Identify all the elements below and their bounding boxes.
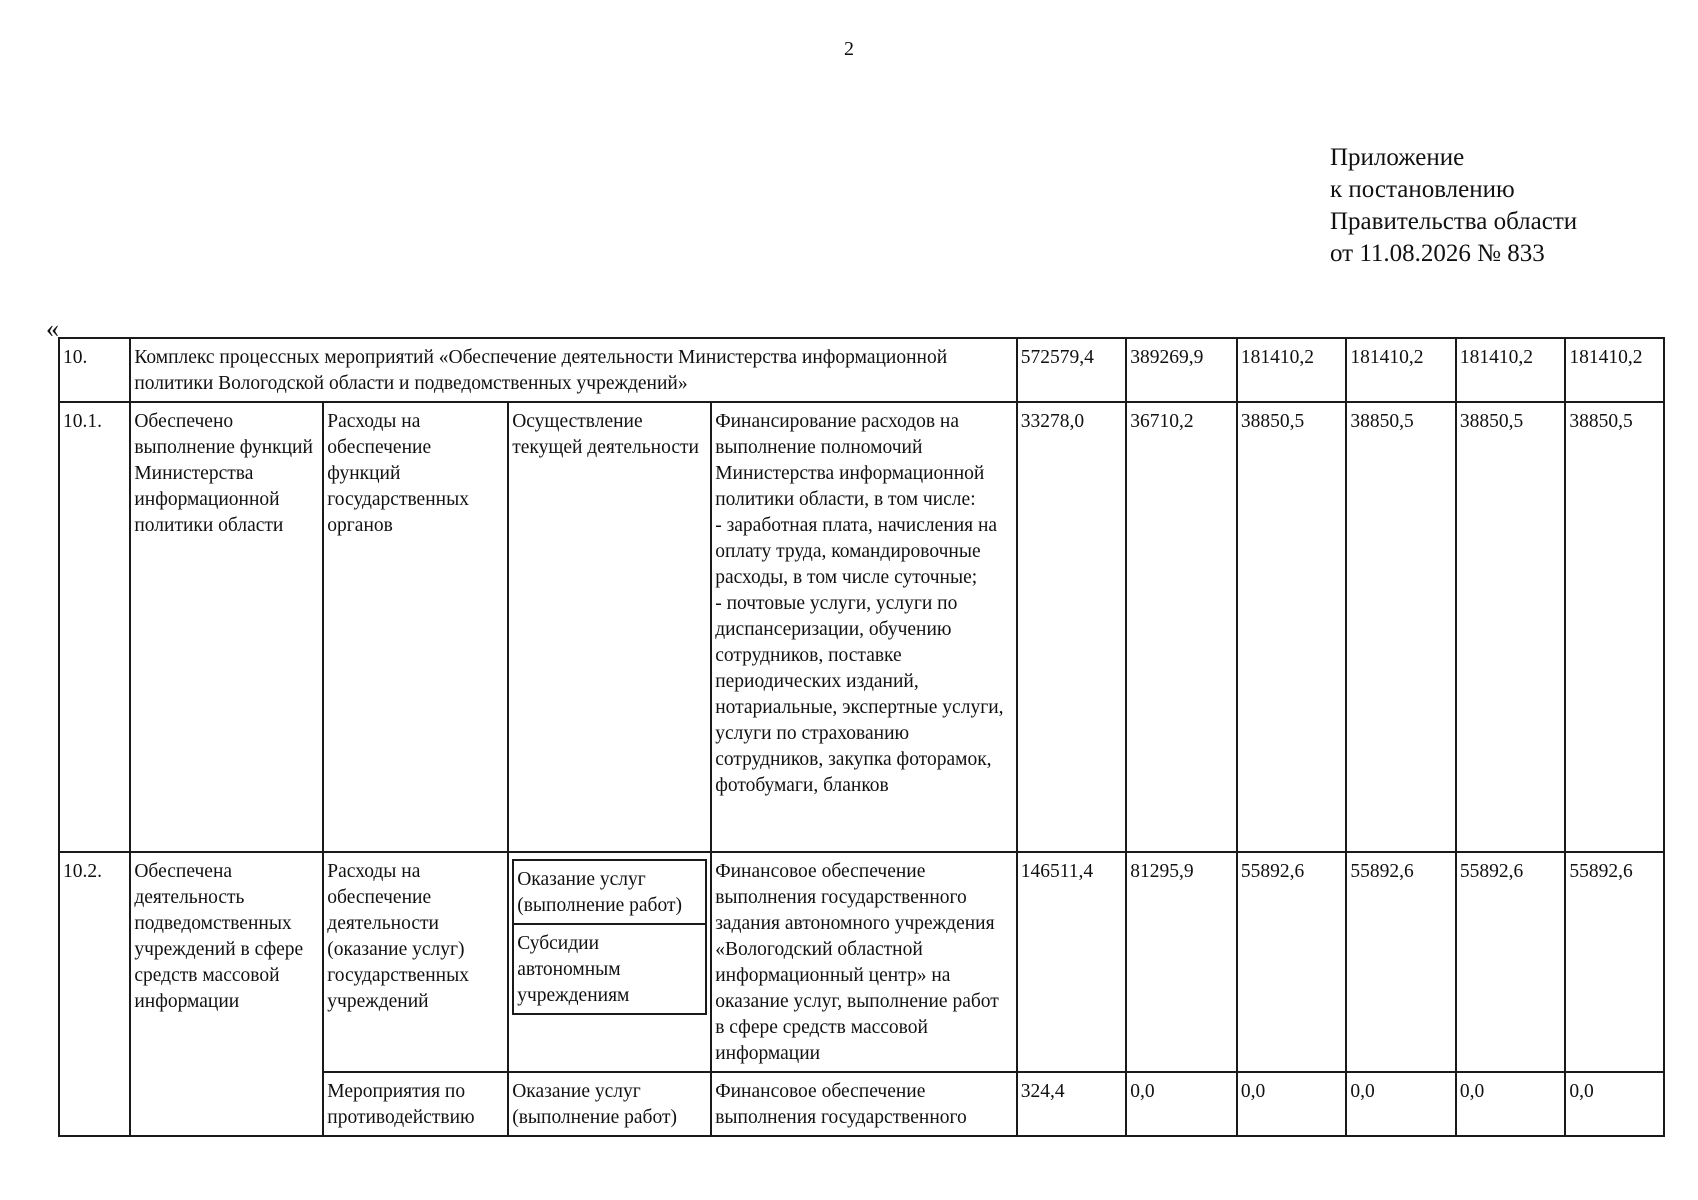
value-cell: 324,4 xyxy=(1017,1072,1127,1136)
result-cell: Обеспечена деятельность подведомственных учреждений в сфере средств массовой информации xyxy=(130,852,323,1136)
value-cell: 0,0 xyxy=(1126,1072,1237,1136)
value-cell: 55892,6 xyxy=(1346,852,1456,1072)
value-cell: 181410,2 xyxy=(1237,338,1347,402)
value-cell: 0,0 xyxy=(1346,1072,1456,1136)
value-cell: 181410,2 xyxy=(1456,338,1566,402)
value-cell: 38850,5 xyxy=(1456,402,1566,852)
value-cell: 181410,2 xyxy=(1565,338,1664,402)
value-cell: 81295,9 xyxy=(1126,852,1237,1072)
budget-table xyxy=(58,337,1665,1137)
activity-type-cell: Осуществление текущей деятельности xyxy=(508,402,711,852)
value-cell: 55892,6 xyxy=(1237,852,1347,1072)
expense-cell: Мероприятия по противодействию xyxy=(323,1072,508,1136)
value-cell: 36710,2 xyxy=(1126,402,1237,852)
activity-type-a: Оказание услуг (выполнение работ) xyxy=(513,860,706,924)
activity-type-b: Субсидии автономным учреждениям xyxy=(513,924,706,1014)
activity-type-cell xyxy=(508,852,711,1072)
value-cell: 0,0 xyxy=(1565,1072,1664,1136)
value-cell: 389269,9 xyxy=(1126,338,1237,402)
appendix-line: от 11.08.2026 № 833 xyxy=(1330,240,1545,267)
result-cell: Обеспечено выполнение функций Министерства информационной политики области xyxy=(130,402,323,852)
value-cell: 38850,5 xyxy=(1346,402,1456,852)
value-cell: 38850,5 xyxy=(1237,402,1347,852)
expense-cell: Расходы на обеспечение функций государственных органов xyxy=(323,402,508,852)
appendix-line: Приложение xyxy=(1330,144,1465,171)
expense-cell: Расходы на обеспечение деятельности (оказание услуг) государственных учреждений xyxy=(323,852,508,1072)
value-cell: 0,0 xyxy=(1456,1072,1566,1136)
value-cell: 0,0 xyxy=(1237,1072,1347,1136)
value-cell: 33278,0 xyxy=(1017,402,1127,852)
opening-quote-mark: « xyxy=(46,314,59,343)
value-cell: 146511,4 xyxy=(1017,852,1127,1072)
appendix-line: к постановлению xyxy=(1330,176,1515,203)
description-cell: Финансирование расходов на выполнение полномочий Министерства информационной политики области, в том числе: - заработная плата, начисления на оплату труда, командировочные расходы, в том числе суточные; - почтовые услуги, услуги по диспансеризации, обучению сотрудников, поставке периодических изданий, нотариальные, экспертные услуги, услуги по страхованию сотрудников, закупка фоторамок, фотобумаги, бланков xyxy=(711,402,1017,852)
page-number: 2 xyxy=(844,38,854,60)
table-row-10 xyxy=(59,338,1664,402)
value-cell: 181410,2 xyxy=(1346,338,1456,402)
activity-type-cell: Оказание услуг (выполнение работ) xyxy=(508,1072,711,1136)
description-cell: Финансовое обеспечение выполнения государственного задания автономного учреждения «Вологодский областной информационный центр» на оказание услуг, выполнение работ в сфере средств массовой информации xyxy=(711,852,1017,1072)
complex-title: Комплекс процессных мероприятий «Обеспечение деятельности Министерства информационной политики Вологодской области и подведомственных учреждений» xyxy=(130,338,1016,402)
value-cell: 38850,5 xyxy=(1565,402,1664,852)
value-cell: 572579,4 xyxy=(1017,338,1127,402)
table-row-10-1 xyxy=(59,402,1664,852)
row-number: 10.1. xyxy=(59,402,130,852)
row-number: 10. xyxy=(59,338,130,402)
row-number: 10.2. xyxy=(59,852,130,1136)
value-cell: 55892,6 xyxy=(1456,852,1566,1072)
appendix-line: Правительства области xyxy=(1330,208,1578,235)
activity-type-split xyxy=(512,859,707,1015)
description-cell: Финансовое обеспечение выполнения государственного xyxy=(711,1072,1017,1136)
table-row-10-2 xyxy=(59,852,1664,1072)
value-cell: 55892,6 xyxy=(1565,852,1664,1072)
appendix-header xyxy=(1330,142,1577,270)
